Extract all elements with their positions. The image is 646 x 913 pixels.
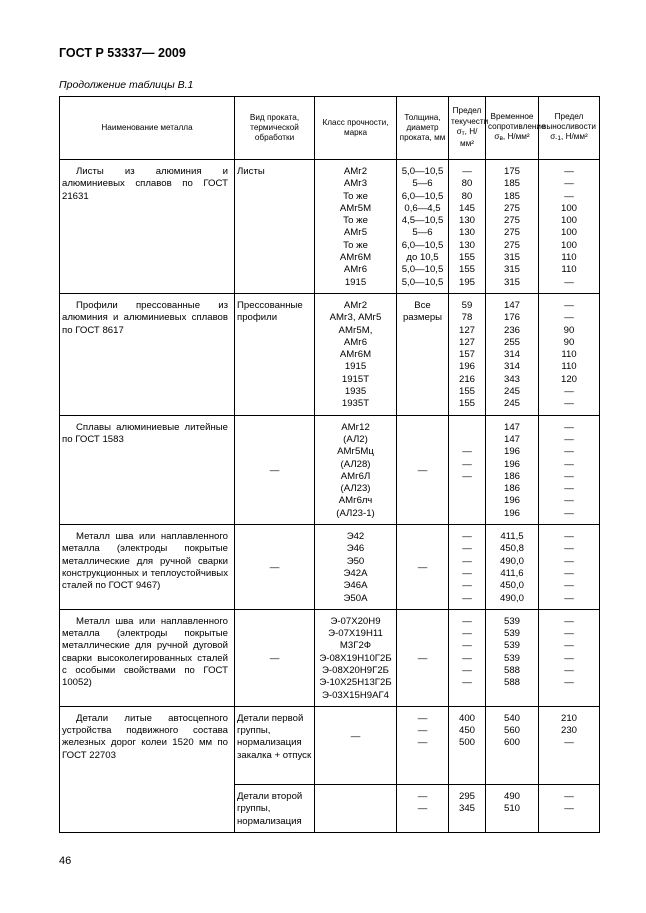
- endurance-value: 110: [561, 252, 577, 264]
- tensile-value: 588: [503, 677, 520, 689]
- endurance-value: —: [564, 433, 574, 445]
- grade-value: Э42: [346, 531, 365, 543]
- tensile-value: 147: [503, 433, 520, 445]
- tensile-cell: [486, 785, 539, 833]
- grade-value: Э46А: [343, 580, 368, 592]
- thickness-value: 0,6—4,5: [404, 202, 441, 214]
- endurance-value: —: [564, 592, 574, 604]
- yield-value: 216: [458, 373, 475, 385]
- endurance-value: 110: [561, 349, 577, 361]
- endurance-value: —: [564, 398, 574, 410]
- tensile-value: 490: [503, 791, 520, 803]
- yield-value: 345: [458, 803, 475, 815]
- yield-cell: [449, 525, 486, 610]
- endurance-cell: [539, 293, 600, 415]
- yield-value: 127: [458, 336, 475, 348]
- grade-value: АМг5Мц: [337, 446, 374, 458]
- tensile-value: 314: [503, 349, 520, 361]
- tensile-value: 275: [503, 202, 520, 214]
- tensile-value: 196: [503, 507, 520, 519]
- grade-value: 1935Т: [341, 398, 370, 410]
- endurance-value: —: [564, 791, 574, 803]
- thickness-value: Все: [414, 299, 431, 311]
- tensile-value: 255: [503, 336, 520, 348]
- yield-value: 130: [458, 239, 475, 251]
- yield-value: —: [462, 615, 472, 627]
- grade-value: АМг2: [343, 166, 368, 177]
- tensile-value: 314: [503, 361, 520, 373]
- grade-value: Э-10Х25Н13Г2Б: [319, 677, 392, 689]
- product-cell: Детали первой группы, нормализация закалка + отпуск: [235, 706, 315, 784]
- endurance-value: —: [564, 567, 574, 579]
- endurance-value: —: [564, 640, 574, 652]
- grade-value: Э-03Х15Н9АГ4: [321, 689, 390, 701]
- thickness-value: 6,0—10,5: [401, 239, 444, 251]
- table-row: [60, 160, 600, 294]
- tensile-value: 490,0: [499, 555, 524, 567]
- tensile-value: 539: [503, 652, 520, 664]
- tensile-value: 540: [503, 712, 520, 724]
- grade-value: 1915: [344, 361, 367, 373]
- yield-value: —: [462, 531, 472, 543]
- endurance-value: —: [564, 495, 574, 507]
- thickness-value: 5,0—10,5: [401, 276, 444, 288]
- endurance-cell: [539, 160, 600, 294]
- grade-value: Э42А: [343, 567, 368, 579]
- endurance-value: —: [564, 615, 574, 627]
- symbol-subscript: в: [499, 135, 503, 143]
- thickness-cell: [397, 293, 449, 415]
- thickness-value: до 10,5: [406, 252, 439, 264]
- grade-cell: [315, 609, 397, 706]
- yield-value: 145: [458, 202, 475, 214]
- endurance-value: —: [564, 299, 574, 311]
- endurance-value: —: [564, 664, 574, 676]
- yield-value: 157: [458, 349, 475, 361]
- endurance-value: —: [564, 531, 574, 543]
- symbol-subscript: -1: [555, 135, 562, 143]
- yield-value: 400: [458, 712, 475, 724]
- yield-value: 59: [461, 299, 473, 311]
- thickness-value: 4,5—10,5: [401, 215, 444, 227]
- table-row: [60, 415, 600, 524]
- yield-value: [451, 434, 483, 446]
- endurance-value: 90: [563, 336, 575, 348]
- endurance-value: 120: [560, 373, 577, 385]
- tensile-value: 600: [503, 737, 520, 749]
- endurance-value: 90: [563, 324, 575, 336]
- endurance-value: —: [564, 421, 574, 433]
- product-cell: Прессованные профили: [235, 293, 315, 415]
- grade-value: АМг6: [343, 336, 368, 348]
- tensile-value: 275: [503, 239, 520, 251]
- endurance-value: —: [564, 312, 574, 324]
- metal-cell: Детали литые автосцепного устройства подвижного состава железных дорог колеи 1520 мм по ГОСТ 22703: [60, 706, 235, 832]
- endurance-value: —: [564, 470, 574, 482]
- yield-value: —: [462, 543, 472, 555]
- grade-value: АМг2: [343, 299, 368, 311]
- table-row: [60, 525, 600, 610]
- yield-value: —: [462, 664, 472, 676]
- thickness-value: —: [417, 791, 428, 803]
- grade-value: Э46: [346, 543, 365, 555]
- tensile-cell: [486, 293, 539, 415]
- grade-cell: [315, 785, 397, 833]
- header-yield: Предел текучести σт, Н/мм²: [449, 97, 486, 160]
- yield-value: 155: [458, 386, 475, 398]
- grade-value: То же: [343, 215, 368, 227]
- tensile-cell: [486, 160, 539, 294]
- thickness-cell: —: [397, 525, 449, 610]
- product-cell: Детали второй группы, нормализация: [235, 785, 315, 833]
- yield-value: 500: [458, 737, 475, 749]
- yield-value: —: [462, 166, 472, 177]
- endurance-value: —: [564, 555, 574, 567]
- yield-value: 78: [461, 312, 473, 324]
- grade-cell: [315, 160, 397, 294]
- tensile-value: 510: [503, 803, 520, 815]
- endurance-value: —: [564, 483, 574, 495]
- tensile-cell: [486, 706, 539, 784]
- header-endurance: Предел выносливости σ-1, Н/мм²: [539, 97, 600, 160]
- grade-value: АМг5: [343, 227, 368, 239]
- yield-value: 127: [458, 324, 475, 336]
- grade-value: Э-07Х20Н9: [330, 615, 381, 627]
- yield-value: —: [462, 677, 472, 689]
- tensile-value: 185: [503, 190, 520, 202]
- endurance-value: —: [564, 386, 574, 398]
- grade-value: АМг12: [341, 421, 370, 433]
- yield-value: —: [462, 652, 472, 664]
- tensile-value: 147: [503, 299, 520, 311]
- endurance-value: 210: [560, 712, 577, 724]
- tensile-value: 147: [503, 421, 520, 433]
- grade-value: Э50: [346, 555, 365, 567]
- header-tensile: Временное сопротивление σв, Н/мм²: [486, 97, 539, 160]
- grade-value: АМг6Л: [340, 470, 371, 482]
- grade-value: (АЛ23-1): [336, 507, 375, 519]
- tensile-value: 411,6: [500, 567, 524, 579]
- thickness-value: 5—6: [412, 178, 433, 190]
- grade-value: Э-08Х20Н9Г2Б: [322, 664, 389, 676]
- tensile-value: 450,8: [499, 543, 524, 555]
- grade-value: Э-08Х19Н10Г2Б: [319, 652, 392, 664]
- tensile-value: 236: [503, 324, 520, 336]
- thickness-value: —: [417, 737, 428, 749]
- grade-value: (АЛ23): [340, 483, 371, 495]
- tensile-value: 539: [503, 640, 520, 652]
- table-header-row: [60, 97, 600, 160]
- yield-value: —: [462, 446, 472, 458]
- endurance-value: —: [564, 446, 574, 458]
- tensile-value: 186: [503, 470, 520, 482]
- yield-value: —: [462, 580, 472, 592]
- endurance-value: —: [564, 737, 574, 749]
- yield-value: —: [462, 640, 472, 652]
- grade-value: АМг3, АМг5: [329, 312, 382, 324]
- symbol-subscript: т: [461, 130, 465, 137]
- endurance-value: 230: [560, 725, 577, 737]
- yield-value: 450: [458, 725, 475, 737]
- endurance-value: 100: [560, 239, 577, 251]
- grade-value: То же: [343, 190, 368, 202]
- metal-cell: Сплавы алюминиевые литейные по ГОСТ 1583: [60, 415, 235, 524]
- metal-cell: Профили прессованные из алюминия и алюминиевых сплавов по ГОСТ 8617: [60, 293, 235, 415]
- yield-value: 130: [458, 215, 475, 227]
- tensile-value: 315: [503, 264, 520, 276]
- endurance-value: —: [564, 652, 574, 664]
- thickness-value: 5,0—10,5: [401, 166, 444, 177]
- page-number: 46: [59, 855, 72, 867]
- yield-value: —: [462, 470, 472, 482]
- product-cell: —: [235, 525, 315, 610]
- thickness-cell: —: [397, 415, 449, 524]
- yield-cell: [449, 415, 486, 524]
- table-row: [60, 293, 600, 415]
- tensile-value: 411,5: [500, 531, 524, 543]
- header-thickness: Толщина, диаметр проката, мм: [397, 97, 449, 160]
- endurance-value: —: [564, 677, 574, 689]
- yield-value: 196: [458, 361, 475, 373]
- yield-cell: [449, 293, 486, 415]
- endurance-cell: [539, 785, 600, 833]
- tensile-value: 539: [503, 628, 520, 640]
- metal-cell: Металл шва или наплавленного металла (электроды покрытые металлические для ручной дуговой сварки высоколегированных сталей с особыми свойствами по ГОСТ 10052): [60, 609, 235, 706]
- thickness-value: —: [417, 725, 428, 737]
- endurance-value: —: [564, 580, 574, 592]
- header-grade: Класс прочности, марка: [315, 97, 397, 160]
- endurance-value: —: [564, 276, 574, 288]
- tensile-cell: [486, 609, 539, 706]
- yield-cell: [449, 706, 486, 784]
- tensile-value: 176: [503, 312, 520, 324]
- tensile-value: 196: [503, 446, 520, 458]
- endurance-value: 100: [560, 227, 577, 239]
- grade-value: Э-07Х19Н11: [328, 628, 383, 640]
- grade-value: АМг6: [343, 264, 368, 276]
- yield-value: 130: [458, 227, 475, 239]
- thickness-cell: [397, 160, 449, 294]
- yield-value: —: [462, 555, 472, 567]
- endurance-value: 100: [560, 202, 577, 214]
- thickness-value: 5,0—10,5: [401, 264, 444, 276]
- endurance-value: —: [564, 166, 574, 177]
- yield-value: 295: [458, 791, 475, 803]
- yield-value: [451, 483, 483, 495]
- thickness-value: —: [417, 803, 428, 815]
- properties-table: [59, 96, 600, 833]
- grade-value: АМг6лч: [338, 495, 373, 507]
- endurance-cell: [539, 706, 600, 784]
- grade-value: Э50А: [343, 592, 368, 604]
- grade-value: АМг6М: [339, 252, 372, 264]
- tensile-cell: [486, 525, 539, 610]
- endurance-value: —: [564, 803, 574, 815]
- tensile-value: 315: [503, 276, 520, 288]
- grade-value: 1935: [344, 386, 367, 398]
- tensile-value: 245: [503, 386, 520, 398]
- grade-value: АМг5М,: [338, 324, 373, 336]
- tensile-value: 245: [503, 398, 520, 410]
- tensile-cell: [486, 415, 539, 524]
- metal-cell: Листы из алюминия и алюминиевых сплавов по ГОСТ 21631: [60, 160, 235, 294]
- product-cell: —: [235, 415, 315, 524]
- tensile-value: 315: [503, 252, 520, 264]
- thickness-cell: [397, 785, 449, 833]
- grade-value: (АЛ28): [340, 458, 371, 470]
- yield-cell: [449, 785, 486, 833]
- endurance-cell: [539, 609, 600, 706]
- product-cell: —: [235, 609, 315, 706]
- yield-value: —: [462, 458, 472, 470]
- yield-value: 155: [458, 252, 475, 264]
- endurance-value: 110: [561, 264, 577, 276]
- yield-value: 80: [461, 190, 473, 202]
- yield-value: 155: [458, 398, 475, 410]
- yield-value: [451, 495, 483, 507]
- endurance-cell: [539, 525, 600, 610]
- grade-cell: [315, 293, 397, 415]
- yield-value: 80: [461, 178, 473, 190]
- yield-value: —: [462, 628, 472, 640]
- header-product: Вид проката, термической обработки: [235, 97, 315, 160]
- grade-value: (АЛ2): [343, 433, 368, 445]
- thickness-cell: [397, 706, 449, 784]
- endurance-cell: [539, 415, 600, 524]
- grade-value: АМг3: [343, 178, 368, 190]
- tensile-value: 560: [503, 725, 520, 737]
- yield-cell: [449, 160, 486, 294]
- yield-value: [451, 422, 483, 434]
- yield-value: —: [462, 567, 472, 579]
- tensile-value: 275: [503, 227, 520, 239]
- grade-value: М3Г2Ф: [339, 640, 372, 652]
- metal-cell: Металл шва или наплавленного металла (электроды покрытые металлические для ручной сварки конструкционных и теплоустойчивых сталей по ГОСТ 9467): [60, 525, 235, 610]
- thickness-cell: —: [397, 609, 449, 706]
- grade-cell: —: [315, 706, 397, 784]
- yield-value: 155: [458, 264, 475, 276]
- endurance-value: 110: [561, 361, 577, 373]
- thickness-value: 5—6: [412, 227, 433, 239]
- tensile-value: 175: [503, 166, 520, 177]
- yield-cell: [449, 609, 486, 706]
- endurance-value: —: [564, 178, 574, 190]
- tensile-value: 539: [503, 615, 520, 627]
- endurance-value: —: [564, 190, 574, 202]
- grade-value: То же: [343, 239, 368, 251]
- document-header: ГОСТ Р 53337— 2009: [59, 46, 186, 60]
- grade-value: 1915: [344, 276, 367, 288]
- tensile-value: 588: [503, 664, 520, 676]
- tensile-value: 185: [503, 178, 520, 190]
- grade-cell: [315, 415, 397, 524]
- header-metal: Наименование металла: [60, 97, 235, 160]
- endurance-value: —: [564, 628, 574, 640]
- tensile-value: 343: [503, 373, 520, 385]
- endurance-value: 100: [560, 215, 577, 227]
- tensile-value: 490,0: [499, 592, 524, 604]
- grade-value: АМг5М: [339, 202, 372, 214]
- grade-cell: [315, 525, 397, 610]
- endurance-value: —: [564, 543, 574, 555]
- table-row: [60, 609, 600, 706]
- grade-value: АМг6М: [339, 349, 372, 361]
- grade-value: 1915Т: [341, 373, 370, 385]
- tensile-value: 196: [503, 495, 520, 507]
- yield-value: —: [462, 592, 472, 604]
- yield-value: [451, 508, 483, 520]
- table-body: [60, 160, 600, 833]
- tensile-value: 196: [503, 458, 520, 470]
- thickness-value: размеры: [402, 312, 443, 324]
- product-cell: Листы: [235, 160, 315, 294]
- tensile-value: 186: [503, 483, 520, 495]
- thickness-value: 6,0—10,5: [401, 190, 444, 202]
- tensile-value: 450,0: [499, 580, 524, 592]
- table-caption: Продолжение таблицы В.1: [59, 79, 194, 91]
- thickness-value: —: [417, 712, 428, 724]
- yield-value: 195: [458, 276, 475, 288]
- endurance-value: —: [564, 458, 574, 470]
- table-row: [60, 706, 600, 784]
- tensile-value: 275: [503, 215, 520, 227]
- endurance-value: —: [564, 507, 574, 519]
